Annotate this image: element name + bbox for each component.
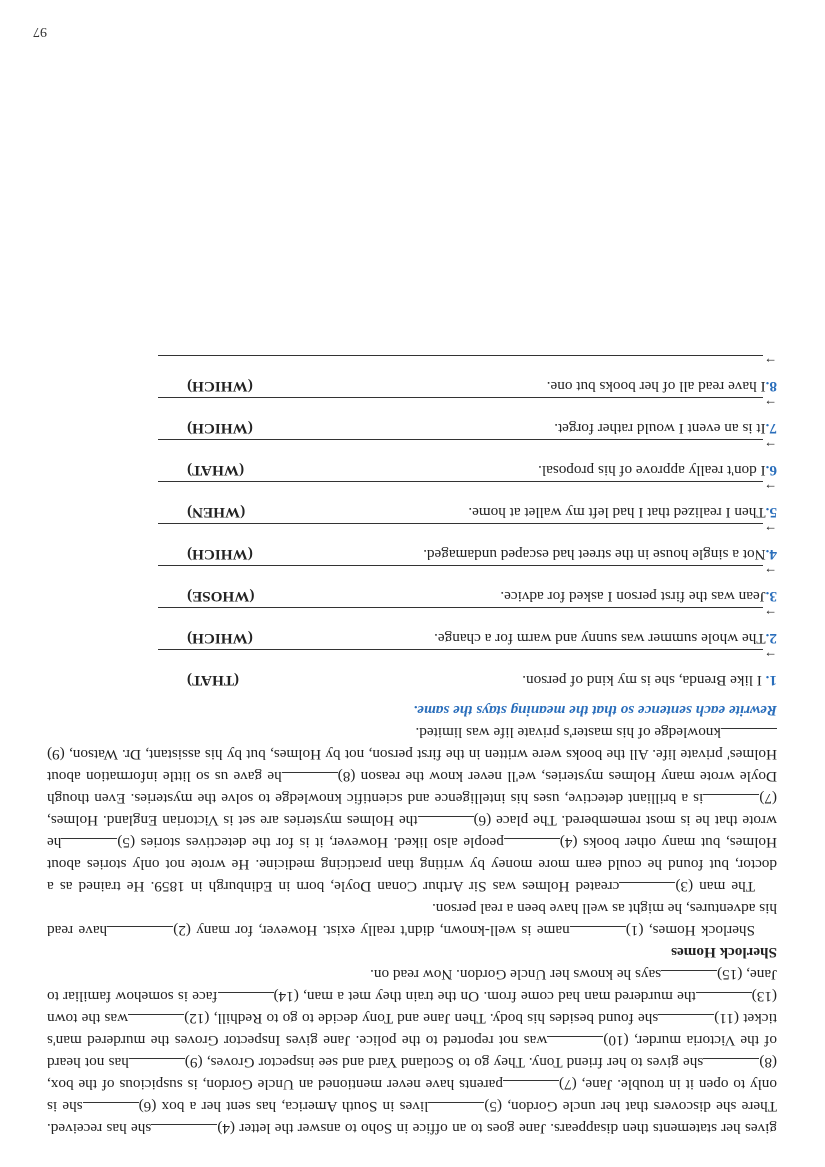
exercise-sentence bbox=[538, 459, 777, 481]
answer-line[interactable] bbox=[158, 355, 763, 368]
intro-text: parents have never mentioned an Uncle Gordon, is suspicious of the box, (8) bbox=[47, 1054, 777, 1093]
story-text: the Holmes mysteries are set is Victorian England. Holmes, (7) bbox=[47, 790, 777, 829]
story-text: The man (3) bbox=[675, 878, 755, 895]
intro-text: has not heard of the Victoria murder, (10) bbox=[47, 1032, 777, 1071]
item-text: I have read all of her books but one. bbox=[546, 378, 766, 395]
arrow-icon: → bbox=[764, 439, 777, 454]
exercise-instruction: Rewrite each sentence so that the meaning stays the same. bbox=[413, 702, 777, 719]
arrow-icon: → bbox=[764, 607, 777, 622]
exercise-item bbox=[187, 543, 777, 565]
item-keyword-hint: (WHICH) bbox=[187, 420, 253, 437]
blank-line bbox=[570, 926, 626, 941]
blank-line bbox=[619, 882, 675, 897]
exercise-sentence bbox=[434, 627, 777, 649]
arrow-icon: → bbox=[764, 397, 777, 412]
blank-line bbox=[61, 838, 117, 853]
blank-line bbox=[83, 1102, 139, 1117]
answer-row bbox=[47, 439, 777, 459]
exercise-sentence bbox=[554, 417, 777, 439]
page-number: 97 bbox=[33, 24, 47, 39]
answer-row bbox=[47, 649, 777, 669]
item-keyword-hint: (WHICH) bbox=[187, 546, 253, 563]
intro-text: she is only to open it in trouble. Jane, (7) bbox=[47, 1076, 777, 1115]
blank-line bbox=[428, 1102, 484, 1117]
intro-text: gives her statements then disappears. Jane goes to an office in Soho to answer the letter (4) bbox=[217, 1120, 777, 1137]
blank-line bbox=[696, 992, 752, 1007]
arrow-icon: → bbox=[764, 523, 777, 538]
arrow-icon: → bbox=[764, 649, 777, 664]
blank-line bbox=[107, 926, 173, 941]
exercise-list bbox=[47, 355, 777, 691]
intro-paragraph bbox=[47, 963, 777, 1139]
item-keyword-hint: (WHICH) bbox=[187, 630, 253, 647]
intro-text: she found besides his body. Then Jane and Tony decide to go to Redhill, (12) bbox=[184, 1010, 659, 1027]
blank-line bbox=[703, 1058, 759, 1073]
intro-text: was not reported to the police. Jane gives Inspector Groves the murdered man's ticket (11) bbox=[47, 1010, 777, 1049]
intro-text: face is somehow familiar to Jane, (15) bbox=[47, 966, 777, 1005]
item-number: 5. bbox=[765, 504, 777, 521]
story-text: is a brilliant detective, uses his intelligence and scientific knowledge to solve the mysteries. Even though Doyle wrote many Holmes mysteries, we'll never know the reason (8) bbox=[47, 768, 777, 807]
exercise-item bbox=[187, 585, 777, 607]
story-paragraph bbox=[47, 721, 777, 941]
item-text: Not a single house in the street had escaped undamaged. bbox=[423, 546, 766, 563]
story-text: name is well-known, didn't really exist. However, for many (2) bbox=[173, 922, 570, 939]
item-keyword-hint: (WHOSE) bbox=[187, 588, 255, 605]
item-keyword-hint: (THAT) bbox=[187, 672, 240, 689]
answer-line[interactable] bbox=[158, 439, 763, 452]
answer-line[interactable] bbox=[158, 481, 763, 494]
item-number: 6. bbox=[765, 462, 777, 479]
item-keyword-hint: (WHEN) bbox=[187, 504, 246, 521]
item-number: 1. bbox=[765, 672, 777, 689]
story-text: he wrote that he is most remembered. The place (6) bbox=[47, 812, 777, 851]
item-keyword-hint: (WHAT) bbox=[187, 462, 245, 479]
item-number: 3. bbox=[765, 588, 777, 605]
intro-text: she gives to her friend Tony. They go to Scotland Yard and see inspector Groves, (9) bbox=[184, 1054, 704, 1071]
story-text: Sherlock Homes, (1) bbox=[625, 922, 755, 939]
exercise-item bbox=[187, 459, 777, 481]
item-number: 4. bbox=[765, 546, 777, 563]
story-text: knowledge of his master's private life was limited. bbox=[415, 724, 721, 741]
exercise-sentence bbox=[522, 669, 777, 691]
section-heading: Sherlock Homes bbox=[671, 944, 777, 961]
story-text: people also liked. However, it is for the detectives stories (5) bbox=[117, 834, 504, 851]
blank-line bbox=[504, 838, 560, 853]
intro-text: lives in South America, has sent her a box (6) bbox=[138, 1098, 429, 1115]
blank-line bbox=[128, 1014, 184, 1029]
item-text: I don't really approve of his proposal. bbox=[538, 462, 766, 479]
arrow-icon: → bbox=[764, 565, 777, 580]
item-number: 7. bbox=[765, 420, 777, 437]
blank-line bbox=[661, 970, 717, 985]
arrow-icon: → bbox=[764, 355, 777, 370]
story-text: he gave us so little information about Holmes' private life. All the books were written in the first person, not by Holmes, but by his assistant, Dr. Watson, (9) bbox=[47, 746, 777, 785]
blank-line bbox=[418, 816, 474, 831]
item-keyword-hint: (WHICH) bbox=[187, 378, 253, 395]
exercise-item bbox=[187, 627, 777, 649]
answer-row bbox=[47, 355, 777, 375]
story-text: have read his adventures, he might as well have been a real person. bbox=[47, 900, 777, 939]
item-text: Jean was the first person I asked for advice. bbox=[500, 588, 766, 605]
intro-text: was the town (13) bbox=[47, 988, 777, 1027]
item-text: I like Brenda, she is my kind of person. bbox=[522, 672, 766, 689]
item-number: 8. bbox=[765, 378, 777, 395]
blank-line bbox=[703, 794, 759, 809]
exercise-sentence bbox=[468, 501, 777, 523]
answer-line[interactable] bbox=[158, 397, 763, 410]
page-content bbox=[47, 355, 777, 1139]
blank-line bbox=[547, 1036, 603, 1051]
blank-line bbox=[503, 1080, 559, 1095]
answer-line[interactable] bbox=[158, 523, 763, 536]
answer-row bbox=[47, 565, 777, 585]
arrow-icon: → bbox=[764, 481, 777, 496]
intro-text: says he knows her Uncle Gordon. Now read on. bbox=[370, 966, 662, 983]
item-text: It is an event I would rather forget. bbox=[554, 420, 766, 437]
answer-line[interactable] bbox=[158, 649, 763, 662]
exercise-sentence bbox=[500, 585, 777, 607]
item-text: Then I realized that I had left my wallet at home. bbox=[468, 504, 766, 521]
blank-line bbox=[282, 772, 338, 787]
blank-line bbox=[721, 728, 777, 743]
answer-line[interactable] bbox=[158, 607, 763, 620]
exercise-sentence bbox=[423, 543, 777, 565]
exercise-sentence bbox=[547, 375, 777, 397]
answer-row bbox=[47, 481, 777, 501]
answer-line[interactable] bbox=[158, 565, 763, 578]
answer-row bbox=[47, 397, 777, 417]
answer-row bbox=[47, 607, 777, 627]
exercise-item bbox=[187, 417, 777, 439]
answer-row bbox=[47, 523, 777, 543]
intro-text: the murdered man had come from. On the train they met a man, (14) bbox=[273, 988, 696, 1005]
intro-text: she has received. There she discovers that her uncle Gordon, (5) bbox=[46, 1098, 777, 1137]
exercise-item bbox=[187, 669, 777, 691]
blank-line bbox=[218, 992, 274, 1007]
story-text: created Holmes was Sir Arthur Conan Doyle, born in Edinburgh in 1859. He trained as a doctor, but found he could earn more money by writing than practicing medicine. He wrote not only stories about Holmes, but many other books (4) bbox=[46, 834, 777, 895]
blank-line bbox=[129, 1058, 185, 1073]
exercise-item bbox=[187, 375, 777, 397]
blank-line bbox=[151, 1124, 217, 1139]
exercise-item bbox=[187, 501, 777, 523]
item-text: The whole summer was sunny and warm for a change. bbox=[434, 630, 766, 647]
item-number: 2. bbox=[765, 630, 777, 647]
blank-line bbox=[658, 1014, 714, 1029]
